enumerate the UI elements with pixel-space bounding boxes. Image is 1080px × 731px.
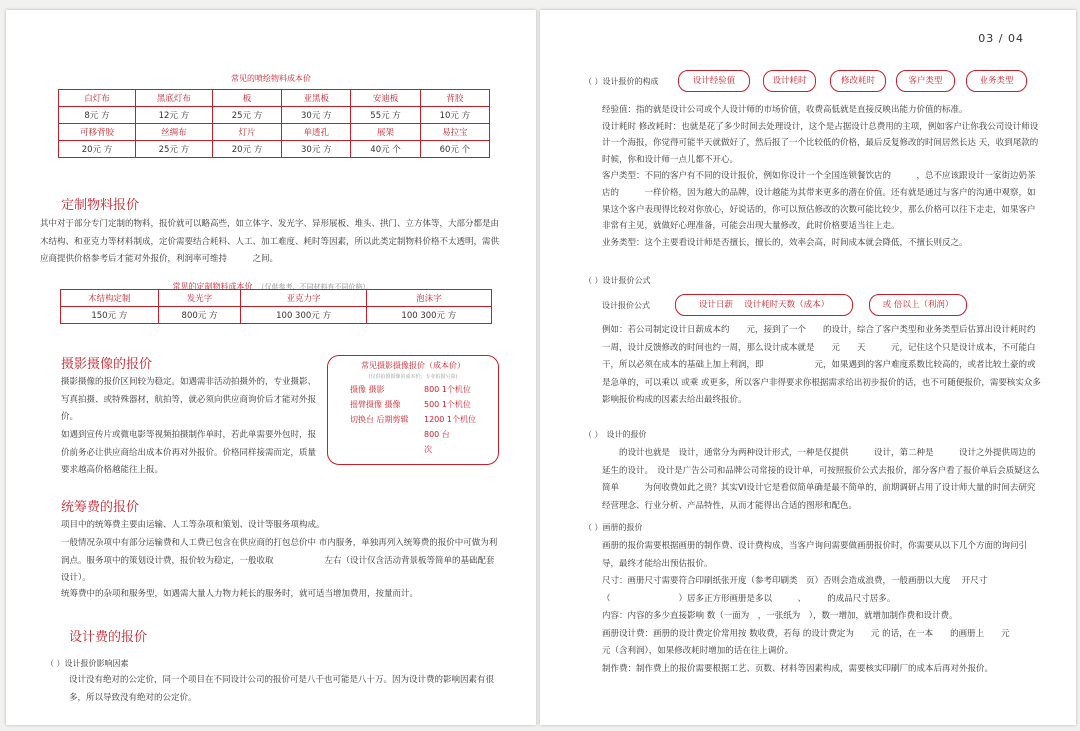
table-row xyxy=(59,107,490,124)
table-cell: 25元 方 xyxy=(135,141,212,158)
table-cell: 12元 方 xyxy=(135,107,212,124)
table-cell: 单透孔 xyxy=(282,124,351,141)
table-cell: 20元 方 xyxy=(212,141,281,158)
table-cell: 100 300元 方 xyxy=(366,307,491,324)
photo-row-price: 次 xyxy=(424,445,432,454)
composition-line: 客户类型：不同的客户有不同的设计报价，例如你设计一个全国连锁餐饮店的 ，总不应该跟设计一家街边奶茶店的 一样价格，因为越大的品牌，设计越能为其带来更多的潜在价值。还有就是通过与客户的沟通中观察，如果这个客户表现得比较对你放心，好说话的，你可以预估修改的次数可能比较少，那么价格可以往下走走，如果客户非常有主见，就做好心理准备，可能会出现大量修改，此时价格要适当往上走。 xyxy=(602,171,1036,232)
table-cell: 亚黑板 xyxy=(282,90,351,107)
table-row xyxy=(61,307,492,324)
table-cell: 25元 方 xyxy=(212,107,281,124)
materials-table-title: 常见的喷绘物料成本价 xyxy=(231,74,311,83)
composition-pill: 客户类型 xyxy=(896,70,955,92)
composition-pill: 业务类型 xyxy=(966,70,1027,92)
table-cell: 背胶 xyxy=(420,90,489,107)
custom-materials-table xyxy=(60,289,492,324)
table-cell: 灯片 xyxy=(212,124,281,141)
brochure-line: 画册的报价需要根据画册的制作费、设计费构成，当客户询问需要做画册报价时，你需要从以下几个方面的询问引导，最终才能给出预估报价。 xyxy=(602,541,1028,569)
photo-row-label: 摇臂摄像 摄像 xyxy=(350,400,401,409)
table-cell: 亚克力字 xyxy=(241,290,366,307)
custom-materials-heading: 定制物料报价 xyxy=(61,198,140,213)
photo-row-label: 切换台 后期剪辑 xyxy=(350,415,409,424)
coordination-heading: 统筹费的报价 xyxy=(61,500,140,515)
photo-row-label: 摄像 摄影 xyxy=(350,385,385,394)
table-cell: 100 300元 方 xyxy=(241,307,366,324)
composition-paragraph xyxy=(602,102,1042,251)
table-cell: 55元 方 xyxy=(351,107,420,124)
table-cell: 150元 方 xyxy=(61,307,159,324)
composition-line: 业务类型：这个主要看设计师是否擅长，擅长的，效率会高，时间成本就会降低，不擅长则反之。 xyxy=(602,237,968,248)
photo-row-price: 800 1个机位 xyxy=(424,385,471,394)
table-row xyxy=(61,290,492,307)
composition-pill: 设计耗时 xyxy=(763,70,816,92)
table-cell: 黑底灯布 xyxy=(135,90,212,107)
table-cell: 60元 个 xyxy=(420,141,489,158)
table-cell: 木结构定制 xyxy=(61,290,159,307)
photo-paragraph-2: 如遇到宣传片或微电影等视频拍摄制作单时，若此单需要外包时，报价前务必让供应商给出成本价再对外报价。价格同样接需而定，质量要求越高价格越能往上报。 xyxy=(61,430,317,475)
vi-label: （ ） 设计的报价 xyxy=(584,430,647,439)
table-cell: 800元 方 xyxy=(158,307,241,324)
composition-pill: 设计经验值 xyxy=(678,70,750,92)
table-cell: 白灯布 xyxy=(59,90,136,107)
custom-table-note: （仅供参考，不同材料有不同价格） xyxy=(257,283,370,291)
photo-box-note: (仅供拍摄摄像的成本价，专业拍摄另算) xyxy=(368,374,458,380)
photo-row-price: 500 1个机位 xyxy=(424,400,471,409)
brochure-line: 制作费：制作费上的报价需要根据工艺、页数、材料等因素构成，需要核实印刷厂的成本后再对外报价。 xyxy=(602,663,994,674)
photo-paragraph: 摄影摄像的报价区间较为稳定。如遇需非活动拍摄外的，专业摄影、写真拍摄、或特殊器材，航拍等，就必须向供应商询价后才能对外报价。 xyxy=(61,377,317,422)
left-page xyxy=(6,10,536,725)
custom-table-title: 常见的定制物料成本价 xyxy=(172,282,253,291)
brochure-line: 尺寸：画册尺寸需要符合印刷纸张开度（参考印刷类 页）否则会造成浪费，一般画册以大度 开尺寸（ ）居多正方形画册是多以 、 的成品尺寸居多。 xyxy=(602,576,988,604)
table-row xyxy=(59,90,490,107)
design-factors-subheading: （ ）设计报价影响因素 xyxy=(46,659,129,668)
page-number: 03 / 04 xyxy=(978,32,1024,45)
table-cell: 30元 方 xyxy=(282,141,351,158)
table-cell: 安迪板 xyxy=(351,90,420,107)
table-cell: 泡沫字 xyxy=(366,290,491,307)
materials-table xyxy=(58,89,490,158)
formula-pill-cost: 设计日薪 设计耗时天数（成本） xyxy=(675,294,853,316)
table-row xyxy=(59,141,490,158)
table-cell: 易拉宝 xyxy=(420,124,489,141)
formula-prefix: 设计报价公式 xyxy=(602,301,650,310)
table-cell: 30元 方 xyxy=(282,107,351,124)
design-factors-paragraph: 设计没有绝对的公定价，同一个项目在不同设计公司的报价可是八千也可能是八十万。因为设计费的影响因素有很多，所以导致没有绝对的公定价。 xyxy=(69,675,495,703)
brochure-line: 画册设计费：画册的设计费定价常用按 数收费，若每 的设计费定为 元 的话，在一本 的画册上 元 元（含利润），如果修改耗时增加的话在往上调价。 xyxy=(602,628,1044,656)
vi-paragraph: 的设计也就是 设计，通常分为两种设计形式，一种是仅提供 设计，第二种是 设计之外提供周边的延生的设计。 设计是广告公司和品牌公司常接的设计单，可按照报价公式去报价，部分客户看了报价单后会质疑这么简单 为何收费如此之贵？其实VI设计它是看似简单确是最不简单的，前期调研占用了设计师大量的时间去研究经营理念、行业分析、产品特性，从而才能得出合适的图形和配色。 xyxy=(602,448,1040,511)
photo-price-box xyxy=(327,355,499,465)
composition-line: 经验值：指的就是设计公司或个人设计师的市场价值，收费高低就是直接反映出能力价值的标准。 xyxy=(602,105,968,115)
table-cell: 40元 个 xyxy=(351,141,420,158)
photo-row-price: 800 台 xyxy=(424,430,450,439)
right-page xyxy=(540,10,1076,725)
custom-materials-paragraph: 其中对于部分专门定制的物料，报价就可以略高些，如立体字、发光字、异形展板、堆头、拱门、立方体等，大部分都是由木结构、和亚克力等材料制成，定价需要结合耗料、人工、加工难度、耗时等因素，所以此类定制物料价格不太透明，需供应商提供价格参考后才能对外报价，利润率可维持 之间。 xyxy=(40,219,500,264)
brochure-paragraph xyxy=(602,538,1042,678)
coordination-para-2: 一般情况杂项中有部分运输费和人工费已包含在供应商的打包总价中 市内服务，单独再列入统筹费的报价中可做为利润点。服务项中的策划设计费，报价较为稳定，一般收取 左右（设计仅含活动背景板等简单的基础配套设计）。 xyxy=(61,538,498,583)
table-cell: 丝绸布 xyxy=(135,124,212,141)
photo-box-title: 常见摄影摄像报价（成本价） xyxy=(361,361,465,370)
composition-line: 设计耗时 修改耗时：也就是花了多少时间去处理设计，这个是占据设计总费用的主项，例如客户让你我公司设计师设计一个海报，你觉得可能半天就做好了，然后报了一个比较低的价格，最后反复修改的时间居然长达 天，收到尾款的时候，你和设计师一点儿都不开心。 xyxy=(602,121,1039,165)
composition-label: （ ）设计报价的构成 xyxy=(584,77,659,86)
formula-label: （ ）设计报价公式 xyxy=(584,276,651,285)
photo-heading: 摄影摄像的报价 xyxy=(61,357,153,372)
brochure-label: （ ）画册的报价 xyxy=(584,523,643,532)
table-cell: 10元 方 xyxy=(420,107,489,124)
coordination-para-3: 统筹费中的杂项和服务型，如遇需大量人力物力耗长的服务时，就可适当增加费用，按量而计。 xyxy=(61,589,419,599)
table-cell: 发光字 xyxy=(158,290,241,307)
table-cell: 8元 方 xyxy=(59,107,136,124)
coordination-para-1: 项目中的统筹费主要由运输、人工等杂项和策划、设计等服务项构成。 xyxy=(61,520,325,530)
table-row xyxy=(59,124,490,141)
formula-pill-profit: 或 倍以上（利润） xyxy=(869,294,967,316)
brochure-line: 内容：内容的多少直接影响 数（一面为 ，一张纸为 ），数一增加，就增加制作费和设计费。 xyxy=(602,611,958,621)
photo-row-price: 1200 1个机位 xyxy=(424,415,476,424)
table-cell: 20元 方 xyxy=(59,141,136,158)
formula-paragraph: 例如：若公司制定设计日薪成本约 元，接到了一个 的设计，综合了客户类型和业务类型后估算出设计耗时约一周，设计反馈修改的时间也约一周，那么设计成本就是 元 天 元，记住这个只是设计成本，不可能白干，所以必须在成本的基础上加上利润，即 元，如果遇到的客户难度系数比较高的，或者比较土豪的或是急单的，可以乘以 或乘 或更多，所以客户非得要求你根据需求给出初步报价的话，也不可随便报价，需要核实众多影响报价构成的因素去给出最终报价。 xyxy=(602,325,1041,405)
table-cell: 板 xyxy=(212,90,281,107)
composition-pill: 修改耗时 xyxy=(830,70,886,92)
table-cell: 展架 xyxy=(351,124,420,141)
design-fee-heading: 设计费的报价 xyxy=(69,630,148,645)
table-cell: 可移背胶 xyxy=(59,124,136,141)
